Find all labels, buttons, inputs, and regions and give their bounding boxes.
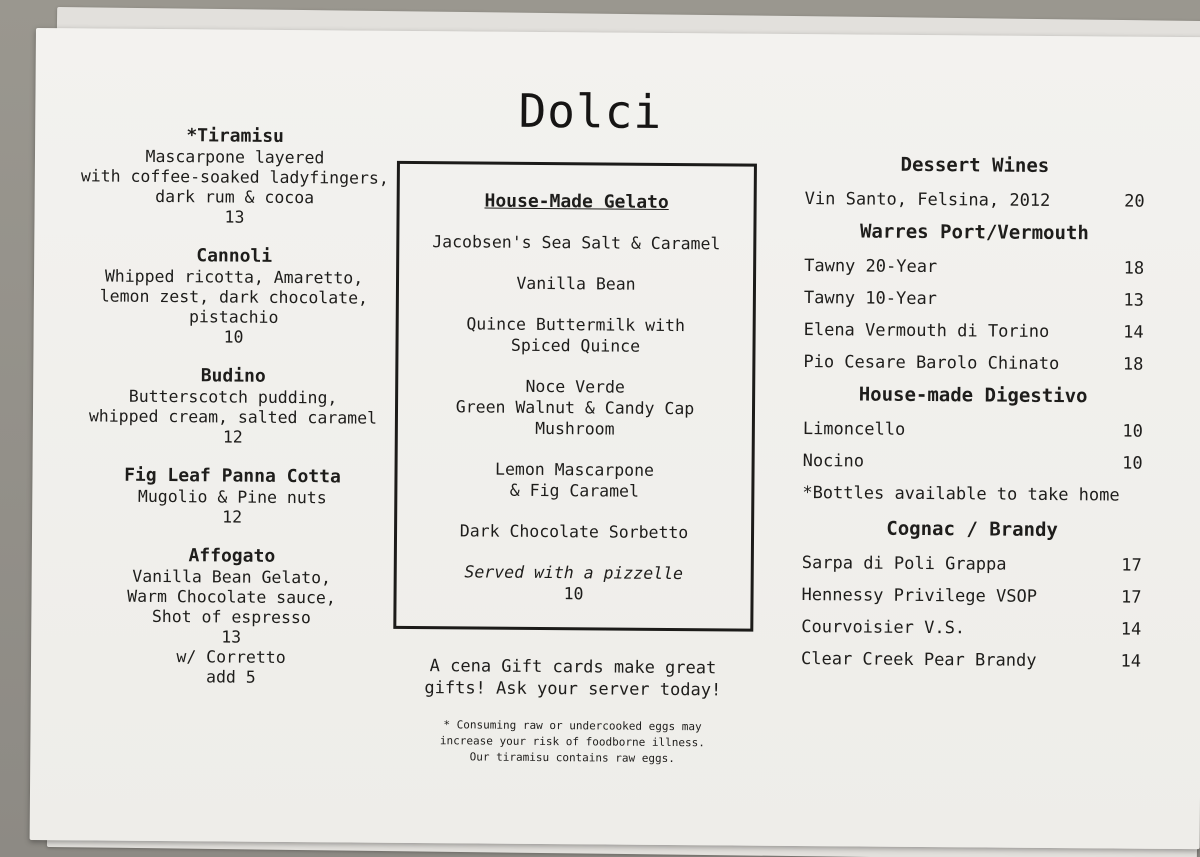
drink-name: Vin Santo, Felsina, 2012: [804, 189, 1051, 211]
drink-price: 10: [1122, 453, 1143, 474]
drink-row: [803, 419, 1143, 443]
dessert-price: 13: [221, 627, 242, 647]
gelato-flavor-line: & Fig Caramel: [509, 480, 640, 501]
drink-price: 13: [1123, 290, 1144, 311]
dessert-description-line: pistachio: [188, 307, 279, 327]
dessert-description-line: Shot of espresso: [151, 606, 311, 628]
drink-section-dessert-wines: [805, 154, 1145, 213]
gelato-price: 10: [563, 584, 584, 604]
dessert-price: 12: [222, 507, 243, 527]
dessert-price: 10: [223, 327, 244, 347]
drink-name: Pio Cesare Barolo Chinato: [803, 352, 1060, 375]
drink-section-title: House-made Digestivo: [858, 383, 1088, 408]
dessert-description-line: Butterscotch pudding,: [128, 386, 338, 408]
gelato-flavor-line: Jacobsen's Sea Salt & Caramel: [432, 232, 721, 254]
dessert-description-line: Mugolio & Pine nuts: [137, 486, 327, 508]
drinks-column: [801, 154, 1145, 684]
drink-price: 20: [1124, 191, 1145, 212]
served-with-note: Served with a pizzelle: [464, 562, 684, 584]
drink-name: Tawny 10-Year: [803, 288, 938, 310]
drink-name: Tawny 20-Year: [804, 256, 938, 278]
dessert-price: w/ Corretto: [176, 647, 286, 667]
gelato-flavor-line: Dark Chocolate Sorbetto: [459, 521, 689, 543]
gelato-flavor-line: Mushroom: [535, 418, 615, 439]
drink-row: [804, 320, 1144, 344]
gelato-flavor-line: Spiced Quince: [510, 335, 641, 356]
dessert-name: Budino: [200, 365, 266, 387]
gelato-flavor: [398, 313, 752, 358]
dessert-price: 13: [224, 207, 245, 227]
dessert-item: [74, 244, 395, 349]
gelato-flavor: [399, 272, 753, 296]
disclaimer-line: * Consuming raw or undercooked eggs may: [443, 718, 702, 734]
dessert-price: 12: [222, 427, 243, 447]
gelato-flavor-line: Noce Verde: [525, 376, 625, 397]
drink-name: Sarpa di Poli Grappa: [801, 553, 1007, 575]
gelato-box: [393, 161, 757, 632]
drink-section-cognac: [801, 518, 1142, 673]
gelato-flavor-line: Lemon Mascarpone: [494, 459, 655, 480]
drink-price: 17: [1120, 587, 1142, 608]
dessert-description-line: Mascarpone layered: [145, 146, 325, 168]
gelato-flavor-line: Vanilla Bean: [516, 273, 636, 294]
drink-row: [801, 649, 1141, 673]
dessert-description-line: dark rum & cocoa: [155, 186, 315, 208]
dessert-description-line: with coffee-soaked ladyfingers,: [80, 166, 389, 188]
dessert-name: Fig Leaf Panna Cotta: [124, 464, 341, 488]
gelato-flavor: [398, 375, 752, 441]
drink-row: [803, 352, 1143, 376]
dessert-description-line: Warm Chocolate sauce,: [127, 586, 336, 608]
dessert-price: add 5: [205, 667, 256, 687]
drink-section-title: Warres Port/Vermouth: [859, 220, 1089, 245]
drink-row: [801, 617, 1141, 641]
gelato-flavor: [399, 231, 753, 255]
gelato-flavor: [397, 458, 751, 503]
raw-egg-disclaimer: [392, 717, 752, 768]
drink-section-title: Dessert Wines: [900, 153, 1050, 177]
dessert-item: [73, 364, 394, 449]
drink-name: Clear Creek Pear Brandy: [800, 649, 1037, 671]
drink-name: Hennessy Privilege VSOP: [801, 585, 1038, 607]
disclaimer-line: Our tiramisu contains raw eggs.: [469, 750, 675, 766]
drink-section-title: Cognac / Brandy: [886, 517, 1058, 542]
drink-row: [801, 585, 1141, 609]
drink-name: Elena Vermouth di Torino: [803, 320, 1050, 342]
drink-row: [805, 189, 1145, 213]
gift-line: gifts! Ask your server today!: [424, 678, 722, 701]
drink-price: 18: [1122, 354, 1144, 375]
drink-price: 14: [1120, 619, 1142, 640]
dessert-item: [74, 124, 395, 229]
gelato-flavor: [397, 520, 751, 544]
drink-price: 18: [1123, 258, 1145, 279]
menu-title: Dolci: [518, 83, 663, 139]
drink-price: 17: [1121, 555, 1142, 576]
gift-line: A cena Gift cards make great: [429, 656, 717, 679]
drink-name: Courvoisier V.S.: [801, 617, 966, 639]
gelato-flavor-line: Quince Buttermilk with: [466, 314, 686, 336]
dessert-item: [71, 544, 392, 689]
drink-section-port: [803, 221, 1144, 376]
dessert-description-line: Vanilla Bean Gelato,: [132, 566, 332, 588]
gelato-flavor-line: Green Walnut & Candy Cap: [455, 397, 695, 419]
drink-row: [804, 256, 1144, 280]
drink-price: 14: [1123, 322, 1144, 343]
drink-row: [803, 451, 1143, 475]
drink-name: Nocino: [802, 451, 865, 472]
take-home-note: *Bottles available to take home: [802, 483, 1120, 506]
dessert-name: Cannoli: [196, 245, 273, 267]
menu-card: [30, 28, 1200, 849]
desserts-column: [71, 124, 396, 706]
gift-card-note: [393, 655, 753, 702]
gelato-title: House-Made Gelato: [484, 190, 669, 213]
dessert-description-line: Whipped ricotta, Amaretto,: [104, 266, 364, 288]
dessert-description-line: whipped cream, salted caramel: [88, 406, 378, 428]
drink-name: Limoncello: [802, 419, 906, 440]
disclaimer-line: increase your risk of foodborne illness.: [439, 734, 705, 750]
drink-price: 14: [1120, 651, 1142, 672]
dessert-item: [72, 464, 392, 529]
drink-price: 10: [1122, 421, 1143, 442]
drink-section-digestivo: [802, 384, 1143, 507]
dessert-name: *Tiramisu: [186, 125, 285, 147]
drink-row: [802, 553, 1142, 577]
dessert-name: Affogato: [188, 545, 276, 567]
drink-row: [804, 288, 1144, 312]
dessert-description-line: lemon zest, dark chocolate,: [99, 286, 369, 308]
